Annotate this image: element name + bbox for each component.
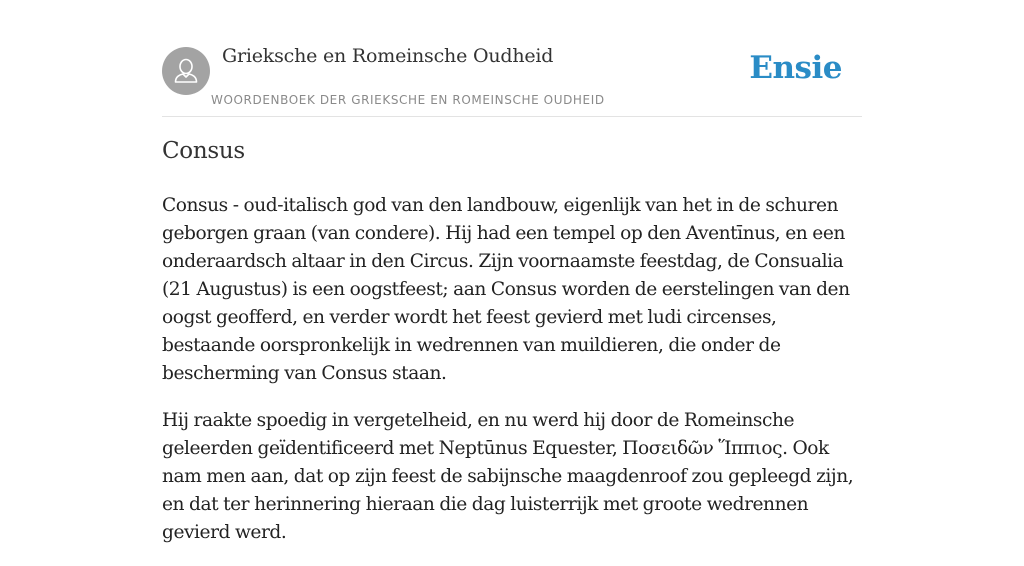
entry-paragraph: Hij raakte spoedig in vergetelheid, en nu werd hij door de Romeinsche geleerden geïdentificeerd met Neptūnus Equester, Ποσειδῶν Ἵππιος. Ook nam men aan, dat op zijn feest de sabijnsche maagdenroof zou gepleegd zijn, en dat ter herinnering hieraan die dag luisterrijk met groote wedrennen gevierd werd. <box>162 410 854 543</box>
source-title[interactable]: Grieksche en Romeinsche Oudheid <box>222 45 554 67</box>
page <box>162 0 862 543</box>
source-subtitle: WOORDENBOEK DER GRIEKSCHE EN ROMEINSCHE OUDHEID <box>211 93 605 107</box>
ensie-logo[interactable]: Ensie <box>749 50 842 86</box>
entry-content <box>162 192 862 566</box>
entry-paragraph: Consus - oud-italisch god van den landbouw, eigenlijk van het in de schuren geborgen graan (van condere). Hij had een tempel op den Aventīnus, en een onderaardsch altaar in den Circus. Zijn voornaamste feestdag, de Consualia (21 Augustus) is een oogstfeest; aan Consus worden de eerstelingen van den oogst geofferd, en verder wordt het feest gevierd met ludi circenses, bestaande oorspronkelijk in wedrennen van muildieren, die onder de bescherming van Consus staan. <box>162 195 850 384</box>
entry-title: Consus <box>162 138 245 164</box>
header <box>162 0 862 117</box>
avatar[interactable] <box>162 47 210 95</box>
user-icon <box>162 47 210 95</box>
